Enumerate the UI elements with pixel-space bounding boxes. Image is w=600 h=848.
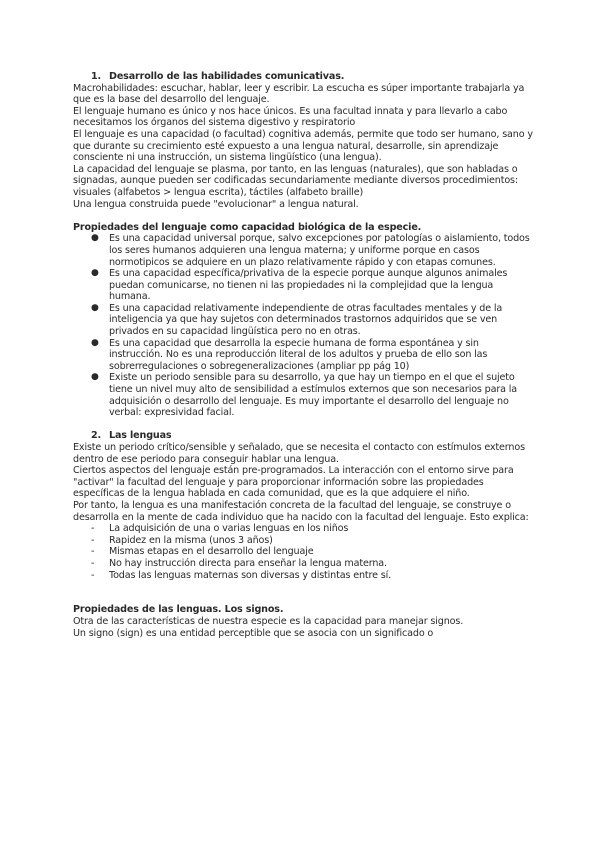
spacer [73,419,533,431]
section-2-title: Las lenguas [109,430,172,442]
paragraph: Un signo (sign) es una entidad perceptible que se asocia con un significado o [73,627,434,639]
list-item-text: Es una capacidad relativamente independiente de otras facultades mentales y de la inteligencia ya que hay sujetos con determinados trastornos adquiridos que se ven privados en su capacidad lingüística pero no en otras. [109,302,503,338]
biological-properties-list [73,233,533,419]
paragraph: La capacidad del lenguaje se plasma, por tanto, en las lenguas (naturales), que son habladas o signadas, aunque pueden ser codificadas secundariamente mediante diversos procedimientos: visuales (alfabetos > lengua escrita), táctiles (alfabeto braille) [73,163,518,198]
bullet-icon: ● [91,372,99,383]
dash-icon: - [91,534,95,546]
list-item-text: La adquisición de una o varias lenguas en los niños [109,523,349,535]
list-item-text: No hay instrucción directa para enseñar la lengua materna. [109,557,387,569]
list-item-text: Es una capacidad que desarrolla la especie humana de forma espontánea y sin instrucción. No es una reproducción literal de los adultos y prueba de ello son las sobrerregulaciones o sobregeneralizaciones (ampliar pp pág 10) [109,337,488,372]
paragraph: Otra de las características de nuestra especie es la capacidad para manejar signos. [73,615,464,627]
document-page [73,71,533,639]
dash-icon: - [91,546,95,558]
list-item [73,558,533,570]
list-item-text: Es una capacidad específica/privativa de la especie porque aunque algunos animales puedan comunicarse, no tienen ni las propiedades ni la complejidad que la lengua humana. [109,268,508,303]
list-item-text: Existe un periodo sensible para su desarrollo, ya que hay un tiempo en el que el sujeto tiene un nivel muy alto de sensibilidad a estímulos externos que son necesarios para la adquisición o desarrollo del lenguaje. Es muy importante el desarrollo del lenguaje no verbal: expresividad facial. [109,372,518,419]
biological-properties-heading: Propiedades del lenguaje como capacidad biológica de la especie. [73,221,422,233]
list-item-text: Todas las lenguas maternas son diversas y distintas entre sí. [109,569,391,581]
section-1-number: 1. [91,71,102,82]
paragraph: Por tanto, la lengua es una manifestación concreta de la facultad del lenguaje, se construye o desarrolla en la mente de cada individuo que ha nacido con la facultad del lenguaje. Esto explica: [73,499,529,523]
spacer [73,581,533,593]
section-1-heading [73,71,533,83]
spacer [73,210,533,222]
spacer [73,593,533,605]
list-item [73,535,533,547]
dash-icon: - [91,557,95,569]
paragraph: Macrohabilidades: escuchar, hablar, leer y escribir. La escucha es súper importante trabajarla ya que es la base del desarrollo del lenguaje. [73,82,525,106]
list-item [73,570,533,582]
list-item [73,372,533,418]
list-item [73,268,533,303]
list-item [73,233,533,268]
list-item [73,546,533,558]
bullet-icon: ● [91,302,99,313]
paragraph: El lenguaje humano es único y nos hace únicos. Es una facultad innata y para llevarlo a cabo necesitamos los órganos del sistema digestivo y respiratorio [73,105,508,129]
list-item-text: Mismas etapas en el desarrollo del lenguaje [109,546,314,558]
list-item [73,523,533,535]
paragraph: Existe un periodo crítico/sensible y señalado, que se necesita el contacto con estímulos externos dentro de ese periodo para conseguir hablar una lengua. [73,442,525,465]
dash-icon: - [91,569,95,581]
bullet-icon: ● [91,268,99,279]
paragraph: Ciertos aspectos del lenguaje están pre-programados. La interacción con el entorno sirve para "activar" la facultad del lenguaje y para proporcionar información sobre las propiedades específicas de la lengua hablada en cada comunidad, que es la que adquiere el niño. [73,465,514,500]
explains-list [73,523,533,581]
bullet-icon: ● [91,233,99,244]
section-2-number: 2. [91,430,102,442]
dash-icon: - [91,523,95,535]
paragraph: El lenguaje es una capacidad (o facultad) cognitiva además, permite que todo ser humano, sano y que durante su crecimiento esté expuesto a una lengua natural, desarrolle, sin aprendizaje consciente ni una instrucción, un sistema lingüístico (una lengua). [73,128,533,164]
list-item [73,338,533,373]
section-2-heading [73,430,533,442]
paragraph: Una lengua construida puede "evolucionar" a lengua natural. [73,198,359,210]
section-1-title: Desarrollo de las habilidades comunicativas. [109,71,345,82]
list-item-text: Rapidez en la misma (unos 3 años) [109,534,273,546]
bullet-icon: ● [91,337,99,348]
list-item-text: Es una capacidad universal porque, salvo excepciones por patologías o aislamiento, todos los seres humanos adquieren una lengua materna; y uniforme porque en casos normotipicos se adquiere en un plazo relativamente rápido y con etapas comunes. [109,233,530,268]
language-properties-heading: Propiedades de las lenguas. Los signos. [73,604,284,616]
list-item [73,303,533,338]
